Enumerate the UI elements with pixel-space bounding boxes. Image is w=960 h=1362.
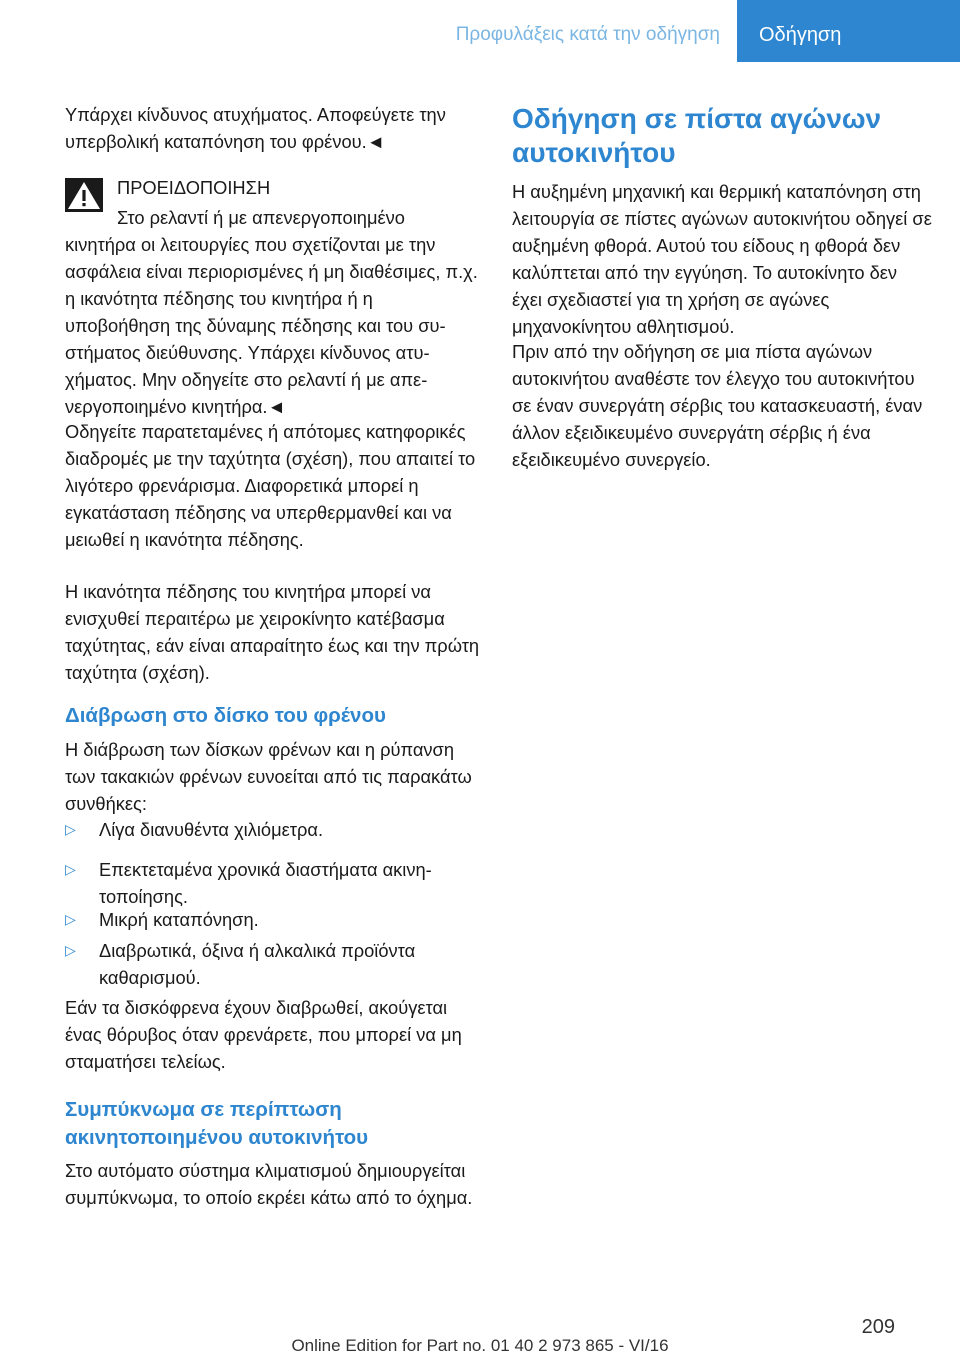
header-section-title: Προφυλάξεις κατά την οδήγηση (455, 24, 720, 45)
warning-title: ΠΡΟΕΙΔΟΠΟΙΗΣΗ (117, 177, 271, 198)
section-heading-brake-disc-corrosion: Διάβρωση στο δίσκο του φρένου (65, 704, 386, 727)
footer-edition-note: Online Edition for Part no. 01 40 2 973 865 - VI/16 (291, 1336, 669, 1355)
paragraph: Υπάρχει κίνδυνος ατυχήματος. Αποφεύγετε την υπερβολική καταπόνηση του φρένου.◄ (65, 104, 446, 152)
paragraph: Στο αυτόματο σύστημα κλιματισμού δημιουργείται συμπύκνωμα, το οποίο εκρέει κάτω από το όχημα. (65, 1160, 473, 1208)
list-item: ▷ Επεκτεταμένα χρονικά διαστήματα ακινητοποίησης. (65, 856, 480, 910)
section-heading-condensation: Συμπύκνωμα σε περίπτωση ακινητοποιημένου αυτοκινήτου (65, 1098, 369, 1149)
section-heading-race-track-driving: Οδήγηση σε πίστα αγώνων αυτοκινήτου (512, 103, 882, 168)
paragraph: Οδηγείτε παρατεταμένες ή απότομες κατηφορικές διαδρομές με την ταχύτητα (σχέση), που απαιτεί το λιγότερο φρενάρισμα. Διαφορετικά μπορεί η εγκατάσταση πέδησης να υπερθερμανθεί και να μειωθεί η ικανότητα πέδησης. (65, 421, 476, 550)
list-item: ▷ Λίγα διανυθέντα χιλιόμετρα. (65, 816, 480, 843)
triangle-bullet-icon: ▷ (65, 911, 76, 927)
paragraph: Εάν τα δισκόφρενα έχουν διαβρωθεί, ακούγεται ένας θόρυβος όταν φρενάρετε, που μπορεί να μη σταματήσει τελείως. (65, 997, 462, 1072)
header-chapter-tab: Οδήγηση (737, 0, 960, 62)
paragraph: Η ικανότητα πέδησης του κινητήρα μπορεί να ενισχυθεί περαιτέρω με χειροκίνητο κατέβασμα ταχύτητας, εάν είναι απαραίτητο έως και την πρώτη ταχύτητα (σχέση). (65, 581, 480, 683)
list-item: ▷ Διαβρωτικά, όξινα ή αλκαλικά προϊόντα καθαρισμού. (65, 937, 480, 991)
paragraph: Η διάβρωση των δίσκων φρένων και η ρύπανση των τακακιών φρένων ευνοείται από τις παρακάτω συνθήκες: (65, 739, 472, 814)
warning-text: Στο ρελαντί ή με απενεργοποιημένο κινητήρα οι λειτουργίες που σχετίζονται με την ασφάλεια είναι περιορισμένες ή μη διαθέσιμες, π.χ. η ικανότητα πέδησης του κινητήρα ή η υποβοήθηση της δύναμης πέδησης και του συστήματος διεύθυνσης. Υπάρχει κίνδυνος ατυχήματος. Μην οδηγείτε στο ρελαντί ή με απενεργοποιημένο κινητήρα.◄ (65, 207, 478, 417)
page-number: 209 (861, 1316, 895, 1338)
paragraph: Πριν από την οδήγηση σε μια πίστα αγώνων αυτοκινήτου αναθέστε τον έλεγχο του αυτοκινήτου σε έναν συνεργάτη σέρβις του κατασκευαστή, έναν άλλον εξειδικευμένο συνεργάτη σέρβις ή ένα εξειδικευμένο συνεργείο. (512, 341, 923, 470)
triangle-bullet-icon: ▷ (65, 821, 76, 837)
list-item: ▷ Μικρή καταπόνηση. (65, 906, 480, 933)
triangle-bullet-icon: ▷ (65, 861, 76, 877)
paragraph: Η αυξημένη μηχανική και θερμική καταπόνηση στη λειτουργία σε πίστες αγώνων αυτοκινήτου οδηγεί σε αυξημένη φθορά. Αυτού του είδους η φθορά δεν καλύπτεται από την εγγύηση. Το αυτοκίνητο δεν έχει σχεδιαστεί για τη χρήση σε αγώνες μηχανοκίνητου αθλητισμού. (512, 181, 932, 337)
triangle-bullet-icon: ▷ (65, 942, 76, 958)
page-header (0, 0, 960, 62)
